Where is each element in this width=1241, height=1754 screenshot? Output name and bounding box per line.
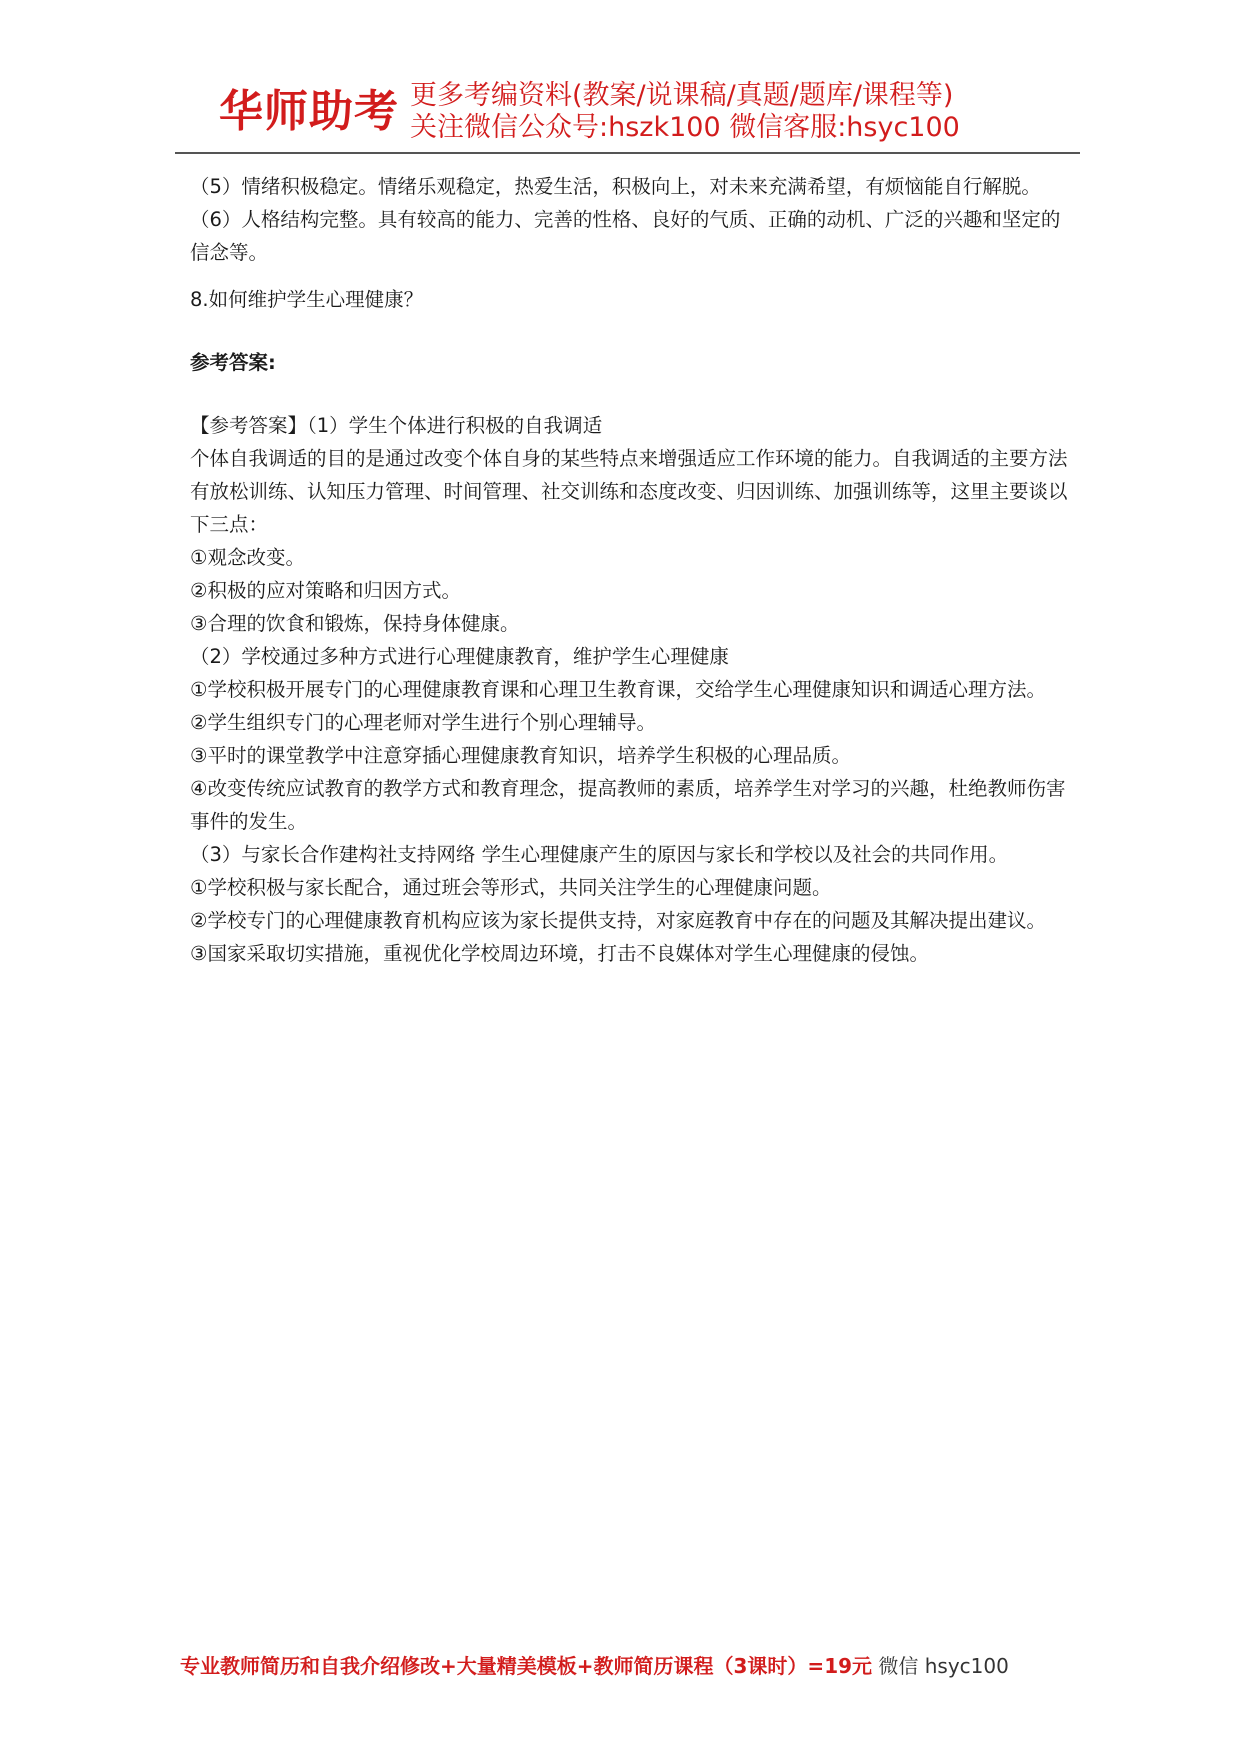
header-banner: [175, 78, 1080, 154]
answer-line: ③国家采取切实措施，重视优化学校周边环境，打击不良媒体对学生心理健康的侵蚀。: [190, 942, 929, 965]
answer-line: ②积极的应对策略和归因方式。: [190, 579, 461, 602]
answer-line: 个体自我调适的目的是通过改变个体自身的某些特点来增强适应工作环境的能力。自我调适的主要方法有放松训练、认知压力管理、时间管理、社交训练和态度改变、归因训练、加强训练等，这里主要谈以下三点：: [190, 447, 1068, 536]
answer-line: ③合理的饮食和锻炼，保持身体健康。: [190, 612, 520, 635]
answer-line: ①学校积极开展专门的心理健康教育课和心理卫生教育课，交给学生心理健康知识和调适心理方法。: [190, 678, 1046, 701]
answer-line: ②学生组织专门的心理老师对学生进行个别心理辅导。: [190, 711, 656, 734]
header-tagline: [410, 80, 960, 144]
answer-line: ①学校积极与家长配合，通过班会等形式，共同关注学生的心理健康问题。: [190, 876, 832, 899]
answer-label: 参考答案:: [190, 351, 276, 374]
brand-logo-text: 华师助考: [219, 86, 399, 137]
footer-contact: 微信 hsyc100: [872, 1654, 1009, 1678]
footer-promo: [180, 1652, 1080, 1680]
answer-line: ①观念改变。: [190, 546, 305, 569]
answer-line: ④改变传统应试教育的教学方式和教育理念，提高教师的素质，培养学生对学习的兴趣，杜绝教师伤害事件的发生。: [190, 777, 1066, 833]
paragraph-item-6: （6）人格结构完整。具有较高的能力、完善的性格、良好的气质、正确的动机、广泛的兴趣和坚定的信念等。: [190, 208, 1061, 264]
answer-line: （3）与家长合作建构社支持网络 学生心理健康产生的原因与家长和学校以及社会的共同作用。: [190, 843, 1009, 866]
footer-promo-text: 专业教师简历和自我介绍修改+大量精美模板+教师简历课程（3课时）=19元: [180, 1654, 873, 1678]
header-tagline-line2: 关注微信公众号:hszk100 微信客服:hsyc100: [410, 112, 960, 143]
answer-line: 【参考答案】（1）学生个体进行积极的自我调适: [190, 414, 603, 437]
paragraph-item-5: （5）情绪积极稳定。情绪乐观稳定，热爱生活，积极向上，对未来充满希望，有烦恼能自行解脱。: [190, 175, 1041, 198]
question-8: 8.如何维护学生心理健康？: [190, 288, 424, 311]
answer-line: ②学校专门的心理健康教育机构应该为家长提供支持，对家庭教育中存在的问题及其解决提出建议。: [190, 909, 1046, 932]
document-body: [190, 170, 1070, 970]
answer-line: （2）学校通过多种方式进行心理健康教育，维护学生心理健康: [190, 645, 729, 668]
header-tagline-line1: 更多考编资料(教案/说课稿/真题/题库/课程等): [410, 80, 954, 111]
answer-line: ③平时的课堂教学中注意穿插心理健康教育知识，培养学生积极的心理品质。: [190, 744, 851, 767]
